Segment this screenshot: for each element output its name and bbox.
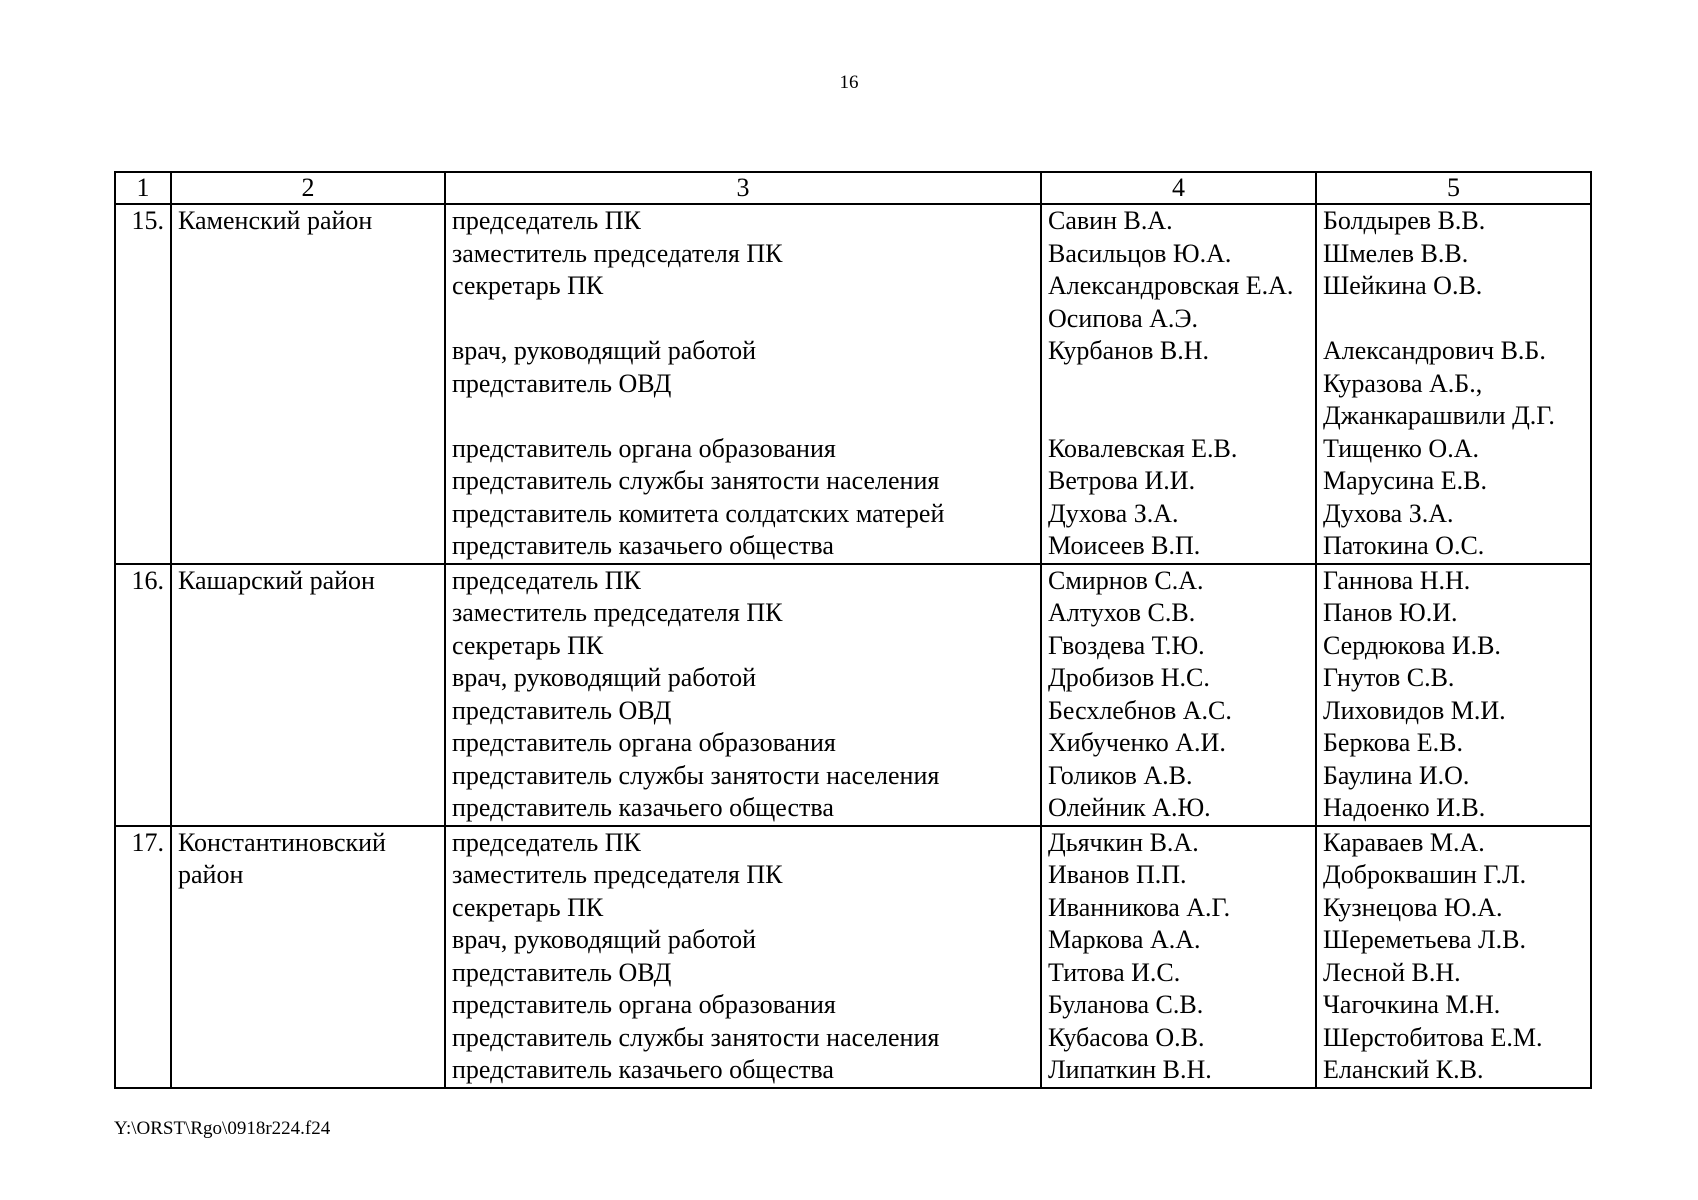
- cell-line: Тищенко О.А.: [1323, 433, 1479, 463]
- cell-line: Васильцов Ю.А.: [1048, 238, 1232, 268]
- cell-line: Олейник А.Ю.: [1048, 793, 1211, 822]
- cell-line: представитель органа образования: [452, 433, 836, 463]
- cell-line: район: [178, 860, 244, 889]
- cell-line: представитель ОВД: [452, 957, 672, 987]
- cell-line: Духова З.А.: [1323, 498, 1454, 528]
- district-cell: [171, 564, 445, 826]
- cell-line: представитель казачьего общества: [452, 793, 834, 822]
- cell-line: Духова З.А.: [1048, 498, 1179, 528]
- cell-line: Константиновский: [178, 827, 386, 857]
- cell-line: представитель ОВД: [452, 368, 672, 398]
- main-member-cell: [1041, 826, 1316, 1088]
- cell-line: представитель комитета солдатских матерей: [452, 498, 945, 528]
- cell-line: председатель ПК: [452, 206, 641, 235]
- cell-line: врач, руководящий работой: [452, 663, 757, 692]
- row-number-cell: 17.: [115, 826, 171, 1088]
- cell-line: заместитель председателя ПК: [452, 860, 783, 889]
- district-cell: [171, 826, 445, 1088]
- cell-line: Каменский район: [178, 206, 373, 235]
- cell-line: Липаткин В.Н.: [1048, 1055, 1212, 1084]
- reserve-member-cell: [1316, 564, 1591, 826]
- cell-line: Моисеев В.П.: [1048, 531, 1201, 560]
- cell-line: Ветрова И.И.: [1048, 466, 1196, 495]
- header-cell: 1: [115, 172, 171, 204]
- file-path-footer: Y:\ORST\Rgo\0918r224.f24: [114, 1118, 331, 1139]
- row-number-cell: 15.: [115, 204, 171, 564]
- cell-line: Куразова А.Б.,: [1323, 368, 1483, 398]
- cell-line: представитель службы занятости населения: [452, 466, 940, 495]
- cell-line: Беркова Е.В.: [1323, 728, 1463, 757]
- cell-line: секретарь ПК: [452, 271, 604, 300]
- cell-line: Караваев М.А.: [1323, 827, 1485, 857]
- cell-line: Лесной В.Н.: [1323, 957, 1461, 987]
- cell-line: [1048, 368, 1309, 401]
- cell-line: Шейкина О.В.: [1323, 271, 1483, 300]
- cell-line: Джанкарашвили Д.Г.: [1323, 401, 1555, 430]
- header-cell: 5: [1316, 172, 1591, 204]
- cell-line: Буланова С.В.: [1048, 990, 1204, 1019]
- cell-line: Гнутов С.В.: [1323, 663, 1455, 692]
- cell-line: представитель службы занятости населения: [452, 1022, 940, 1052]
- role-cell: [445, 204, 1041, 564]
- table-row: [115, 564, 1591, 826]
- role-cell: [445, 564, 1041, 826]
- role-cell: [445, 826, 1041, 1088]
- cell-line: Кузнецова Ю.А.: [1323, 892, 1503, 922]
- cell-line: представитель службы занятости населения: [452, 760, 940, 790]
- cell-line: Савин В.А.: [1048, 206, 1173, 235]
- cell-line: Бесхлебнов А.С.: [1048, 695, 1232, 725]
- cell-line: председатель ПК: [452, 565, 641, 595]
- main-member-cell: [1041, 204, 1316, 564]
- cell-line: представитель казачьего общества: [452, 531, 834, 560]
- cell-line: секретарь ПК: [452, 892, 604, 922]
- cell-line: врач, руководящий работой: [452, 336, 757, 365]
- cell-line: представитель органа образования: [452, 728, 836, 757]
- cell-line: Дробизов Н.С.: [1048, 663, 1210, 692]
- cell-line: Патокина О.С.: [1323, 531, 1485, 560]
- cell-line: Сердюкова И.В.: [1323, 630, 1501, 660]
- cell-line: Маркова А.А.: [1048, 925, 1201, 954]
- cell-line: Еланский К.В.: [1323, 1055, 1484, 1084]
- reserve-member-cell: [1316, 826, 1591, 1088]
- cell-line: Хибученко А.И.: [1048, 728, 1226, 757]
- header-cell: 2: [171, 172, 445, 204]
- cell-line: Болдырев В.В.: [1323, 206, 1486, 235]
- cell-line: [1048, 400, 1309, 433]
- cell-line: Голиков А.В.: [1048, 760, 1193, 790]
- cell-line: председатель ПК: [452, 827, 641, 857]
- cell-line: Ганнова Н.Н.: [1323, 565, 1471, 595]
- cell-line: [452, 400, 1034, 433]
- cell-line: Шереметьева Л.В.: [1323, 925, 1527, 954]
- cell-line: Александрович В.Б.: [1323, 336, 1546, 365]
- cell-line: представитель органа образования: [452, 990, 836, 1019]
- cell-line: Гвоздева Т.Ю.: [1048, 630, 1205, 660]
- main-member-cell: [1041, 564, 1316, 826]
- district-cell: [171, 204, 445, 564]
- cell-line: Александровская Е.А.: [1048, 271, 1294, 300]
- cell-line: Лиховидов М.И.: [1323, 695, 1506, 725]
- cell-line: Надоенко И.В.: [1323, 793, 1486, 822]
- cell-line: Панов Ю.И.: [1323, 598, 1458, 627]
- cell-line: представитель ОВД: [452, 695, 672, 725]
- cell-line: врач, руководящий работой: [452, 925, 757, 954]
- cell-line: Осипова А.Э.: [1048, 303, 1199, 333]
- cell-line: Баулина И.О.: [1323, 760, 1470, 790]
- cell-line: Ковалевская Е.В.: [1048, 433, 1238, 463]
- table-row: [115, 826, 1591, 1088]
- cell-line: Доброквашин Г.Л.: [1323, 860, 1527, 889]
- header-cell: 3: [445, 172, 1041, 204]
- cell-line: секретарь ПК: [452, 630, 604, 660]
- cell-line: Иванникова А.Г.: [1048, 892, 1231, 922]
- cell-line: Титова И.С.: [1048, 957, 1181, 987]
- cell-line: представитель казачьего общества: [452, 1055, 834, 1084]
- cell-line: заместитель председателя ПК: [452, 238, 783, 268]
- cell-line: Марусина Е.В.: [1323, 466, 1487, 495]
- cell-line: заместитель председателя ПК: [452, 598, 783, 627]
- cell-line: [1323, 303, 1584, 336]
- cell-line: Чагочкина М.Н.: [1323, 990, 1501, 1019]
- cell-line: Кашарский район: [178, 565, 375, 595]
- cell-line: Шмелев В.В.: [1323, 238, 1469, 268]
- commission-table: [114, 171, 1592, 1089]
- cell-line: [452, 303, 1034, 336]
- row-number-cell: 16.: [115, 564, 171, 826]
- table-header-row: [115, 172, 1591, 204]
- cell-line: Иванов П.П.: [1048, 860, 1187, 889]
- header-cell: 4: [1041, 172, 1316, 204]
- cell-line: Алтухов С.В.: [1048, 598, 1196, 627]
- cell-line: Курбанов В.Н.: [1048, 336, 1209, 365]
- table-row: [115, 204, 1591, 564]
- cell-line: Смирнов С.А.: [1048, 565, 1204, 595]
- page-number: 16: [839, 72, 859, 93]
- reserve-member-cell: [1316, 204, 1591, 564]
- cell-line: Шерстобитова Е.М.: [1323, 1022, 1543, 1052]
- cell-line: Кубасова О.В.: [1048, 1022, 1205, 1052]
- cell-line: Дьячкин В.А.: [1048, 827, 1199, 857]
